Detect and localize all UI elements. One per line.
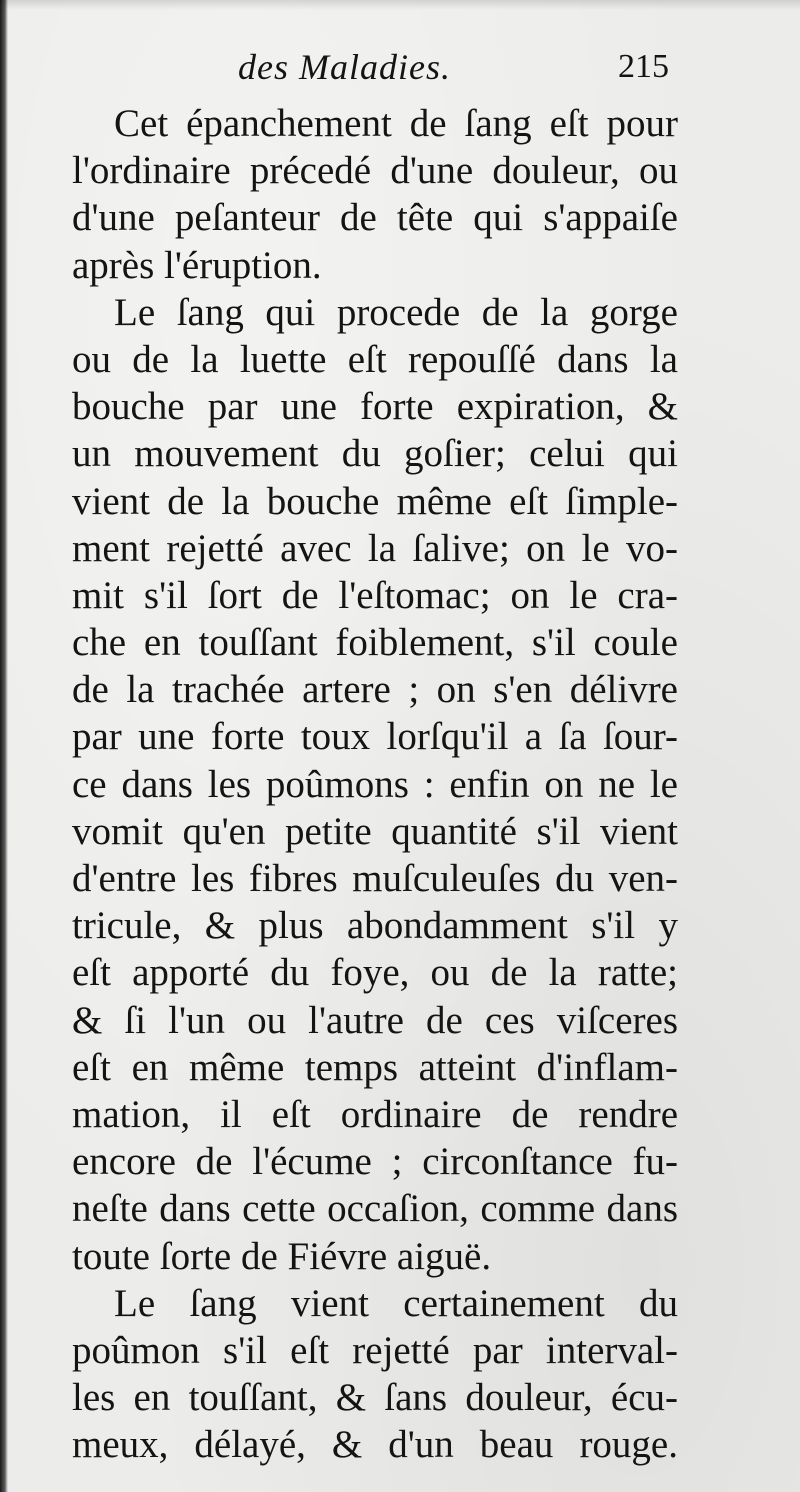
text-line: & ſi l'un ou l'autre de ces viſceres bbox=[72, 998, 678, 1042]
text-line: bouche par une forte expiration, & bbox=[72, 385, 678, 429]
text-line: l'ordinaire précedé d'une douleur, ou bbox=[72, 149, 678, 193]
text-line: un mouvement du goſier; celui qui bbox=[72, 432, 678, 476]
text-line: par une forte toux lorſqu'il a ſa ſour- bbox=[72, 715, 678, 759]
text-line: ce dans les poûmons : enfin on ne le bbox=[72, 762, 678, 806]
text-line: Cet épanchement de ſang eſt pour bbox=[114, 102, 678, 145]
running-title: des Maladies. bbox=[238, 47, 451, 87]
text-line: d'une peſanteur de tête qui s'appaiſe bbox=[72, 196, 678, 240]
page-top-shadow bbox=[0, 0, 800, 10]
text-line: tricule, & plus abondamment s'il y bbox=[72, 904, 678, 948]
text-line: eſt en même temps atteint d'inflam- bbox=[72, 1045, 678, 1089]
body-text bbox=[72, 100, 678, 1468]
text-line: eſt apporté du foye, ou de la ratte; bbox=[72, 951, 678, 995]
text-line: d'entre les fibres muſculeuſes du ven- bbox=[72, 857, 678, 900]
text-line: de la trachée artere ; on s'en délivre bbox=[72, 668, 678, 712]
text-line: les en touſſant, & ſans douleur, écu- bbox=[72, 1376, 678, 1420]
text-line: che en touſſant foiblement, s'il coule bbox=[72, 621, 678, 665]
text-line: vomit qu'en petite quantité s'il vient bbox=[72, 809, 678, 853]
text-line: encore de l'écume ; circonſtance fu- bbox=[72, 1140, 678, 1184]
text-line: Le ſang qui procede de la gorge bbox=[114, 290, 678, 334]
text-line: mation, il eſt ordinaire de rendre bbox=[72, 1092, 678, 1136]
text-line: toute ſorte de Fiévre aiguë. bbox=[72, 1234, 492, 1278]
text-line: Le ſang vient certainement du bbox=[114, 1281, 678, 1325]
text-line: meux, délayé, & d'un beau rouge. bbox=[72, 1423, 678, 1467]
text-line: poûmon s'il eſt rejetté par interval- bbox=[72, 1328, 678, 1372]
text-line: ment rejetté avec la ſalive; on le vo- bbox=[72, 526, 678, 570]
text-line: ou de la luette eſt repouſſé dans la bbox=[72, 337, 678, 381]
text-line: vient de la bouche même eſt ſimple- bbox=[72, 479, 678, 523]
page-binding-edge bbox=[0, 0, 8, 1492]
page-header bbox=[0, 40, 800, 100]
page-number: 215 bbox=[618, 48, 669, 85]
text-line: après l'éruption. bbox=[72, 243, 322, 287]
text-line: mit s'il ſort de l'eſtomac; on le cra- bbox=[72, 573, 678, 617]
text-line: neſte dans cette occaſion, comme dans bbox=[72, 1187, 678, 1231]
